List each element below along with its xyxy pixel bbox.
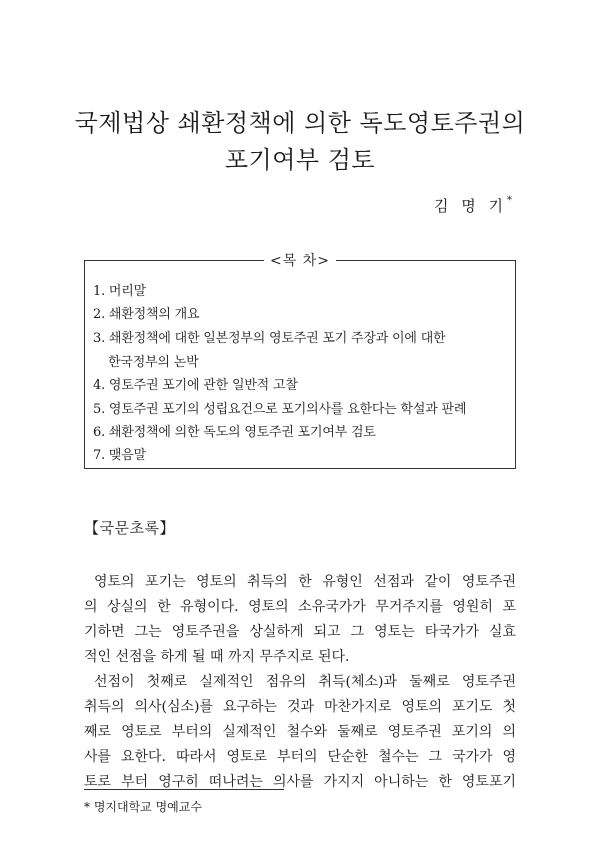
abstract-line: 사를 요한다. 따라서 영토로 부터의 단순한 철수는 그 국가가 영	[84, 749, 516, 765]
footnote-divider	[84, 789, 284, 790]
paper-title-line-1: 국제법상 쇄환정책에 의한 독도영토주권의	[74, 109, 526, 137]
footnote: * 명지대학교 명예교수	[84, 800, 202, 814]
abstract-line: 적인 선점을 하게 될 때 까지 무주지로 된다.	[84, 649, 350, 665]
author-footnote-mark: *	[507, 195, 512, 206]
toc-heading-label: <목 차>	[264, 253, 336, 269]
toc-item: 1. 머리말	[93, 284, 147, 299]
toc-item: 5. 영토주권 포기의 성립요건으로 포기의사를 요한다는 학설과 판례	[93, 402, 467, 417]
abstract-line: 취득의 의사(심소)를 요구하는 것과 마찬가지로 영토의 포기도 첫	[84, 699, 516, 715]
toc-heading	[85, 250, 515, 270]
abstract-line: 토로 부터 영구히 떠나려는 의사를 가지지 아니하는 한 영토포기	[84, 774, 516, 790]
toc-item: 3. 쇄환정책에 대한 일본정부의 영토주권 포기 주장과 이에 대한	[93, 331, 446, 346]
toc-item: 2. 쇄환정책의 개요	[93, 307, 200, 322]
toc-item: 6. 쇄환정책에 의한 독도의 영토주권 포기여부 검토	[93, 425, 376, 440]
abstract-line: 의 상실의 한 유형이다. 영토의 소유국가가 무거주지를 영원히 포	[84, 599, 516, 615]
abstract-line: 기하면 그는 영토주권을 상실하게 되고 그 영토는 타국가가 실효	[84, 624, 516, 640]
author	[434, 195, 512, 216]
toc-item-continuation: 한국정부의 논박	[108, 355, 199, 370]
toc-item: 4. 영토주권 포기에 관한 일반적 고찰	[93, 378, 298, 393]
author-name: 김 명 기	[433, 197, 507, 215]
abstract-heading: 【국문초록】	[84, 519, 175, 537]
abstract-line: 째로 영토로 부터의 실제적인 철수와 둘째로 영토주권 포기의 의	[84, 724, 516, 740]
abstract-line: 선점이 첫째로 실제적인 점유의 취득(체소)과 둘째로 영토주권	[94, 674, 516, 690]
paper-title-line-2: 포기여부 검토	[224, 146, 376, 174]
table-of-contents	[84, 253, 516, 469]
abstract-line: 영토의 포기는 영토의 취득의 한 유형인 선점과 같이 영토주권	[94, 574, 516, 590]
toc-item: 7. 맺음말	[93, 448, 147, 463]
